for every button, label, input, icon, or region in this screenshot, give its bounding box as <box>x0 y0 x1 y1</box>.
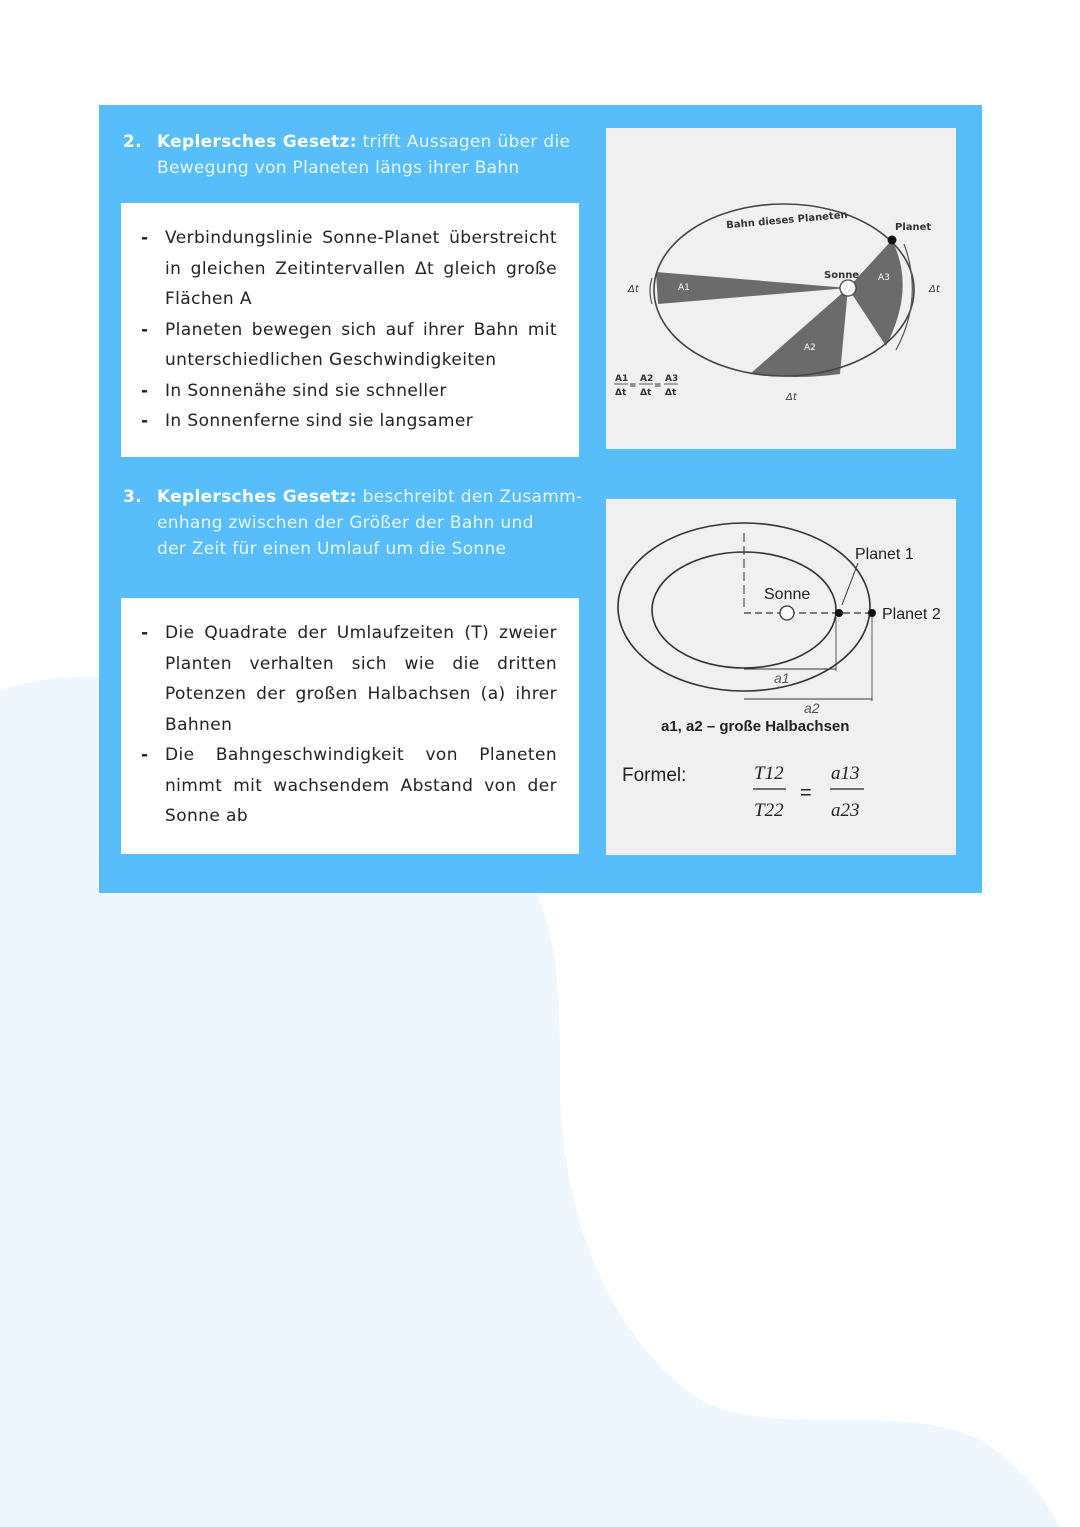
formula-num-left: T12 <box>754 763 784 784</box>
a1-label: a1 <box>774 670 790 686</box>
law3-desc-line1: beschreibt den Zusamm- <box>362 487 583 507</box>
law3-desc-line2: enhang zwischen der Größer der Bahn und <box>157 513 534 533</box>
orbit-diagram <box>606 128 956 449</box>
law3-bullet-box <box>121 598 579 854</box>
area-a2-label: A2 <box>804 343 816 353</box>
dt-arrow-left <box>650 278 652 304</box>
eq-dt2: Δt <box>640 388 652 398</box>
eq-a3: A3 <box>665 374 679 384</box>
inner-orbit <box>652 552 836 668</box>
planet-dot <box>888 236 897 245</box>
law3-heading <box>123 484 582 562</box>
planet2-label: Planet 2 <box>882 606 941 623</box>
sun-label: Sonne <box>824 270 860 281</box>
dt-label-bottom: Δt <box>786 392 797 403</box>
formula-label: Formel: <box>622 765 687 786</box>
sector-a3 <box>848 240 903 346</box>
law2-bullet-box <box>121 203 579 457</box>
semi-axis-diagram <box>606 499 956 855</box>
planet-label: Planet <box>895 222 932 233</box>
law2-number: 2. <box>123 132 142 152</box>
area-equation <box>614 374 678 398</box>
formula-equals: = <box>800 782 812 804</box>
law2-orbit-figure <box>606 128 956 449</box>
sun-label: Sonne <box>764 586 811 603</box>
sector-a2 <box>750 288 848 377</box>
law3-orbit-figure <box>606 499 956 855</box>
law3-bullet: - Die Bahngeschwindigkeit von Planeten nimmt mit wachsendem Abstand von der Sonne ab <box>121 740 579 832</box>
area-a3-label: A3 <box>878 273 890 283</box>
law3-number: 3. <box>123 487 142 507</box>
law2-desc-line2: Bewegung von Planeten längs ihrer Bahn <box>157 158 520 178</box>
law2-bullet: - Planeten bewegen sich auf ihrer Bahn mit unterschiedlichen Geschwindigkeiten <box>121 315 579 376</box>
law2-desc-line1: trifft Aussagen über die <box>362 132 571 152</box>
law2-heading <box>123 129 570 181</box>
formula-den-left: T22 <box>754 800 784 821</box>
a2-label: a2 <box>804 700 820 716</box>
law2-bullet: - In Sonnenähe sind sie schneller <box>121 376 579 407</box>
planet1-pointer <box>842 563 858 605</box>
law3-desc-line3: der Zeit für einen Umlauf um die Sonne <box>157 539 507 559</box>
area-a1-label: A1 <box>678 283 690 293</box>
eq-a1: A1 <box>615 374 629 384</box>
planet1-label: Planet 1 <box>855 546 914 563</box>
law3-bullet-list <box>121 618 579 832</box>
law3-bullet: - Die Quadrate der Umlaufzeiten (T) zweier Planten verhalten sich wie die dritten Potenzen der großen Halbachsen (a) ihrer Bahnen <box>121 618 579 740</box>
eq-sign2: = <box>654 381 662 391</box>
formula-num-right: a13 <box>831 763 860 784</box>
law2-bullet-list <box>121 223 579 437</box>
eq-dt1: Δt <box>615 388 627 398</box>
sun-circle <box>780 606 794 620</box>
eq-a2: A2 <box>640 374 654 384</box>
planet1-dot <box>835 609 843 617</box>
law2-bullet: - In Sonnenferne sind sie langsamer <box>121 406 579 437</box>
dt-label-right: Δt <box>929 284 940 295</box>
kepler-laws-panel <box>99 105 982 893</box>
eq-sign1: = <box>629 381 637 391</box>
planet2-dot <box>868 609 876 617</box>
eq-dt3: Δt <box>665 388 677 398</box>
sun-dot <box>840 280 856 296</box>
formula-den-right: a23 <box>831 800 860 821</box>
orbit-label: Bahn dieses Planeten <box>725 209 849 232</box>
law3-name: Keplersches Gesetz: <box>157 487 357 507</box>
axes-caption: a1, a2 – große Halbachsen <box>661 718 850 735</box>
law2-bullet: - Verbindungslinie Sonne-Planet überstreicht in gleichen Zeitintervallen Δt gleich große Flächen A <box>121 223 579 315</box>
law2-name: Keplersches Gesetz: <box>157 132 357 152</box>
dt-label-left: Δt <box>628 284 639 295</box>
